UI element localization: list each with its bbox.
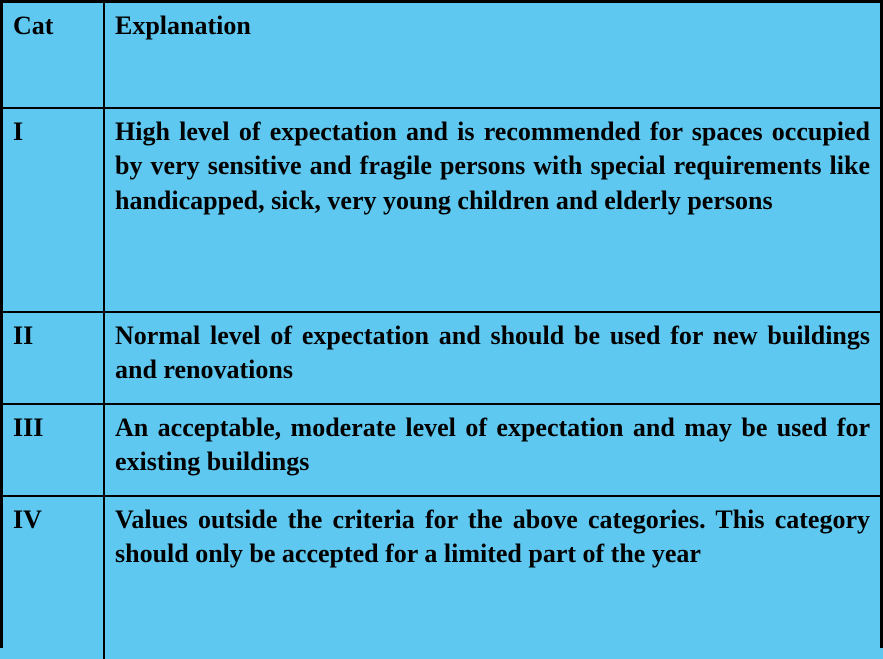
column-header-cat: Cat — [3, 3, 104, 108]
cell-category-2: II — [3, 312, 104, 404]
table-row — [3, 404, 880, 496]
cell-explanation-1: High level of expectation and is recommended for spaces occupied by very sensitive and fragile persons with special requirements like handicapped, sick, very young children and elderly persons — [104, 108, 880, 312]
cell-category-4: IV — [3, 496, 104, 659]
cell-explanation-2: Normal level of expectation and should be used for new buildings and renovations — [104, 312, 880, 404]
cell-explanation-4: Values outside the criteria for the above categories. This category should only be accepted for a limited part of the year — [104, 496, 880, 659]
table-header-row — [3, 3, 880, 108]
table-row — [3, 312, 880, 404]
column-header-explanation: Explanation — [104, 3, 880, 108]
cell-category-1: I — [3, 108, 104, 312]
cell-category-3: III — [3, 404, 104, 496]
table-row — [3, 496, 880, 659]
category-explanation-table — [3, 3, 880, 659]
cell-explanation-3: An acceptable, moderate level of expectation and may be used for existing buildings — [104, 404, 880, 496]
table-row — [3, 108, 880, 312]
